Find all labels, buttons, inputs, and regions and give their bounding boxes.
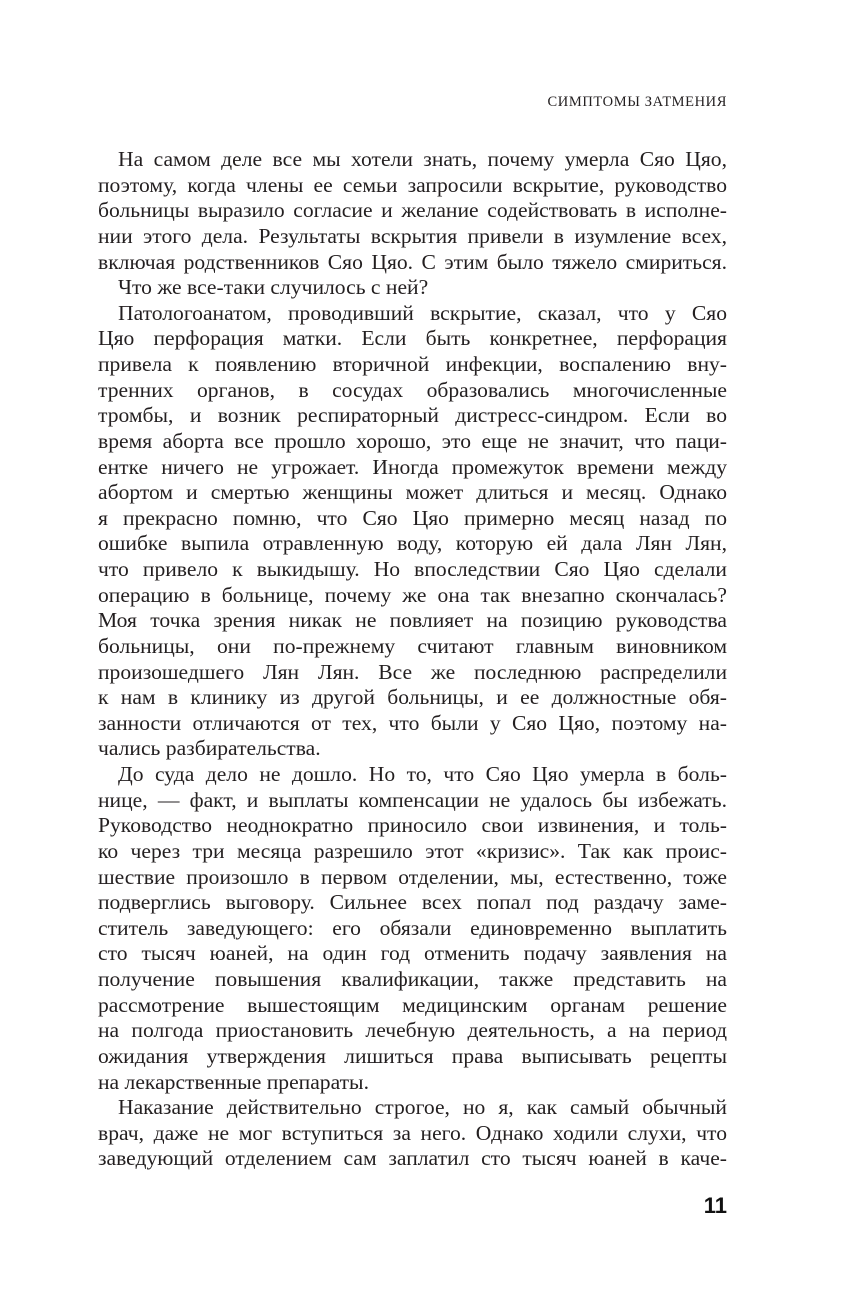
text-line: получение повышения квалификации, также представить на xyxy=(98,967,727,991)
text-line: на полгода приостановить лечебную деятельность, а на период xyxy=(98,1018,727,1043)
text-line: больницы выразило согласие и желание содействовать в исполне- xyxy=(98,198,727,223)
text-line: больницы, они по-прежнему считают главным виновником xyxy=(98,633,727,658)
text-line: Что же все-таки случилось с ней? xyxy=(118,275,429,300)
text-line: я прекрасно помню, что Сяо Цяо примерно месяц назад по xyxy=(98,505,727,530)
paragraph xyxy=(98,762,727,1095)
text-line: Руководство неоднократно приносило свои извинения, и толь- xyxy=(98,813,727,838)
text-line: Цяо перфорация матки. Если быть конкретнее, перфорация xyxy=(98,326,727,351)
text-line: нии этого дела. Результаты вскрытия привели в изумление всех, xyxy=(98,223,727,248)
text-line: на лекарственные препараты. xyxy=(98,1069,369,1094)
text-line: привела к появлению вторичной инфекции, воспалению вну- xyxy=(98,352,727,376)
paragraph xyxy=(98,301,727,762)
text-line: время аборта все прошло хорошо, это еще не значит, что паци- xyxy=(98,428,727,453)
text-line: Моя точка зрения никак не повлияет на позицию руководства xyxy=(98,608,727,633)
paragraph xyxy=(98,147,727,275)
text-line: поэтому, когда члены ее семьи запросили вскрытие, руководство xyxy=(98,172,727,197)
text-line: ожидания утверждения лишиться права выписывать рецепты xyxy=(98,1043,727,1068)
text-line: На самом деле все мы хотели знать, почему умерла Сяо Цяо, xyxy=(118,147,727,171)
text-line: Патологоанатом, проводивший вскрытие, сказал, что у Сяо xyxy=(118,300,727,325)
text-line: включая родственников Сяо Цяо. С этим было тяжело смириться. xyxy=(98,249,727,274)
text-line: тренних органов, в сосудах образовались многочисленные xyxy=(98,377,727,402)
text-line: нице, — факт, и выплаты компенсации не удалось бы избежать. xyxy=(98,787,727,812)
text-line: к нам в клинику из другой больницы, и ее должностные обя- xyxy=(98,685,727,710)
text-line: рассмотрение вышестоящим медицинским органам решение xyxy=(98,992,727,1017)
text-line: заведующий отделением сам заплатил сто тысяч юаней в каче- xyxy=(98,1146,727,1171)
text-line: что привело к выкидышу. Но впоследствии Сяо Цяо сделали xyxy=(98,557,727,581)
text-line: чались разбирательства. xyxy=(98,736,321,761)
text-line: шествие произошло в первом отделении, мы, естественно, тоже xyxy=(98,864,727,889)
text-line: тромбы, и возник респираторный дистресс-синдром. Если во xyxy=(98,403,727,428)
text-line: подверглись выговору. Сильнее всех попал под раздачу заме- xyxy=(98,890,727,915)
text-line: сто тысяч юаней, на один год отменить подачу заявления на xyxy=(98,941,727,966)
text-line: ентке ничего не угрожает. Иногда промежуток времени между xyxy=(98,454,727,479)
text-line: ошибке выпила отравленную воду, которую ей дала Лян Лян, xyxy=(98,531,727,556)
text-line: произошедшего Лян Лян. Все же последнюю распределили xyxy=(98,659,727,684)
text-line: До суда дело не дошло. Но то, что Сяо Цяо умерла в боль- xyxy=(118,762,727,786)
body-text xyxy=(98,147,727,1172)
text-line: врач, даже не мог вступиться за него. Однако ходили слухи, что xyxy=(98,1120,727,1145)
text-line: абортом и смертью женщины может длиться и месяц. Однако xyxy=(98,480,727,505)
paragraph xyxy=(98,1095,727,1172)
page-number: 11 xyxy=(703,1193,727,1218)
text-line: Наказание действительно строгое, но я, как самый обычный xyxy=(118,1095,727,1120)
text-line: операцию в больнице, почему же она так внезапно скончалась? xyxy=(98,582,727,607)
text-line: ститель заведующего: его обязали единовременно выплатить xyxy=(98,915,727,940)
text-line: занности отличаются от тех, что были у Сяо Цяо, поэтому на- xyxy=(98,710,727,735)
text-line: ко через три месяца разрешило этот «кризис». Так как проис- xyxy=(98,838,727,863)
running-head: СИМПТОМЫ ЗАТМЕНИЯ xyxy=(547,94,727,110)
paragraph xyxy=(98,275,727,301)
